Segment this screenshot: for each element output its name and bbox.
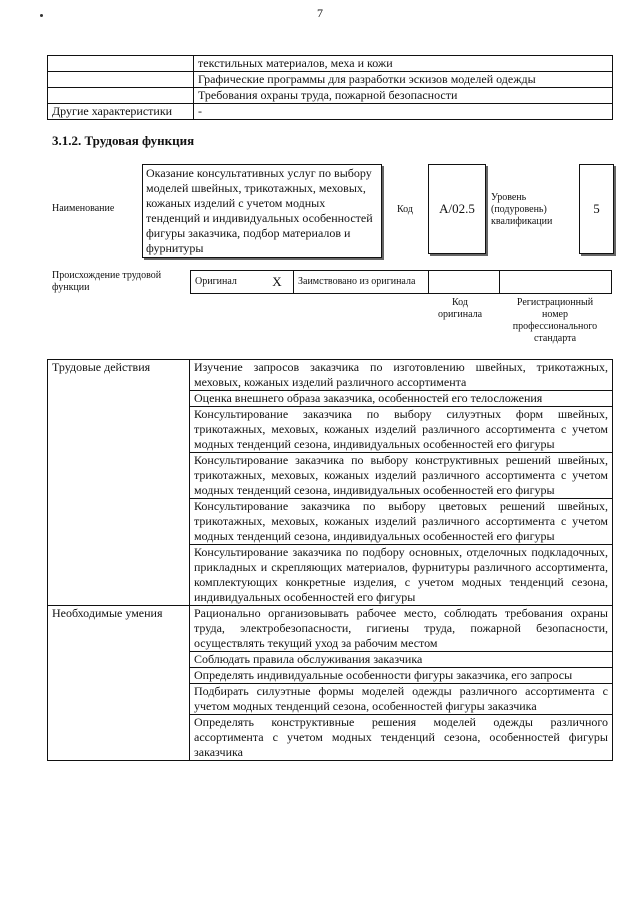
table-cell: Изучение запросов заказчика по изготовлению швейных, трикотажных, меховых, кожаных изделий различного ассортимента [190,360,613,391]
original-code-cell [429,271,500,294]
table-cell: текстильных материалов, меха и кожи [194,56,613,72]
function-code-box: A/02.5 [428,164,486,254]
page-number: 7 [317,6,323,20]
registration-caption: Регистрационный номер профессионального стандарта [512,297,598,344]
table-cell: Рационально организовывать рабочее место, соблюдать требования охраны труда, электробезопасности, гигиены труда, пожарной безопасности, осуществлять текущий уход за рабочим местом [190,606,613,652]
function-name-box: Оказание консультативных услуг по выбору моделей швейных, трикотажных, меховых, кожаных изделий с учетом модных тенденций и индивидуальных особенностей фигуры заказчика, подбор материалов и фурнитуры [142,164,382,258]
table-cell: Графические программы для разработки эскизов моделей одежды [194,72,613,88]
borrowed-label: Заимствовано из оригинала [294,271,429,294]
origin-table [190,270,612,294]
skills-label: Необходимые умения [48,606,190,761]
table-cell: Соблюдать правила обслуживания заказчика [190,652,613,668]
code-caption: Код оригинала [437,297,483,320]
table-cell [48,72,194,88]
table-cell: Другие характеристики [48,104,194,120]
table-cell: Оценка внешнего образа заказчика, особенностей его телосложения [190,391,613,407]
table-row [191,271,612,294]
table-cell: Консультирование заказчика по подбору основных, отделочных подкладочных, прикладных и скрепляющих материалов, фурнитуры различного ассортимента, комплектующих конкретные изделия, с учетом модных тенденций сезона, индивидуальных особенностей его фигуры [190,545,613,606]
table-cell: Подбирать силуэтные формы моделей одежды различного ассортимента с учетом модных тенденций сезона, особенностей фигуры заказчика [190,684,613,715]
table-cell: Определять индивидуальные особенности фигуры заказчика, его запросы [190,668,613,684]
main-table [47,359,613,761]
qualification-level-box: 5 [579,164,614,254]
table-row [48,56,613,72]
registration-number-cell [500,271,612,294]
table-cell: Определять конструктивные решения моделей одежды различного ассортимента с учетом модных тенденций сезона, особенностей фигуры заказчика [190,715,613,761]
table-cell: Консультирование заказчика по выбору конструктивных решений швейных, трикотажных, меховых, кожаных изделий различного ассортимента с учетом модных тенденций сезона, индивидуальных особенностей его фигуры [190,453,613,499]
table-row [48,88,613,104]
table-row [48,104,613,120]
section-title: 3.1.2. Трудовая функция [52,133,195,148]
level-label: Уровень (подуровень) квалификации [491,192,553,227]
table-cell [48,56,194,72]
labor-actions-label: Трудовые действия [48,360,190,606]
original-mark: X [261,271,294,294]
table-cell: - [194,104,613,120]
origin-label: Происхождение трудовой функции [52,270,162,293]
table-row [48,72,613,88]
table-row [48,360,613,391]
table-cell [48,88,194,104]
original-label: Оригинал [191,271,262,294]
table-cell: Консультирование заказчика по выбору силуэтных форм швейных, трикотажных, меховых, кожаных изделий различного ассортимента с учетом модных тенденций сезона, индивидуальных особенностей его фигуры [190,407,613,453]
top-table [47,55,613,120]
code-label: Код [397,204,413,215]
table-cell: Консультирование заказчика по выбору цветовых решений швейных, трикотажных, меховых, кожаных изделий различного ассортимента с учетом модных тенденций сезона, индивидуальных особенностей его фигуры [190,499,613,545]
table-row [48,606,613,652]
name-label: Наименование [52,203,115,214]
table-cell: Требования охраны труда, пожарной безопасности [194,88,613,104]
